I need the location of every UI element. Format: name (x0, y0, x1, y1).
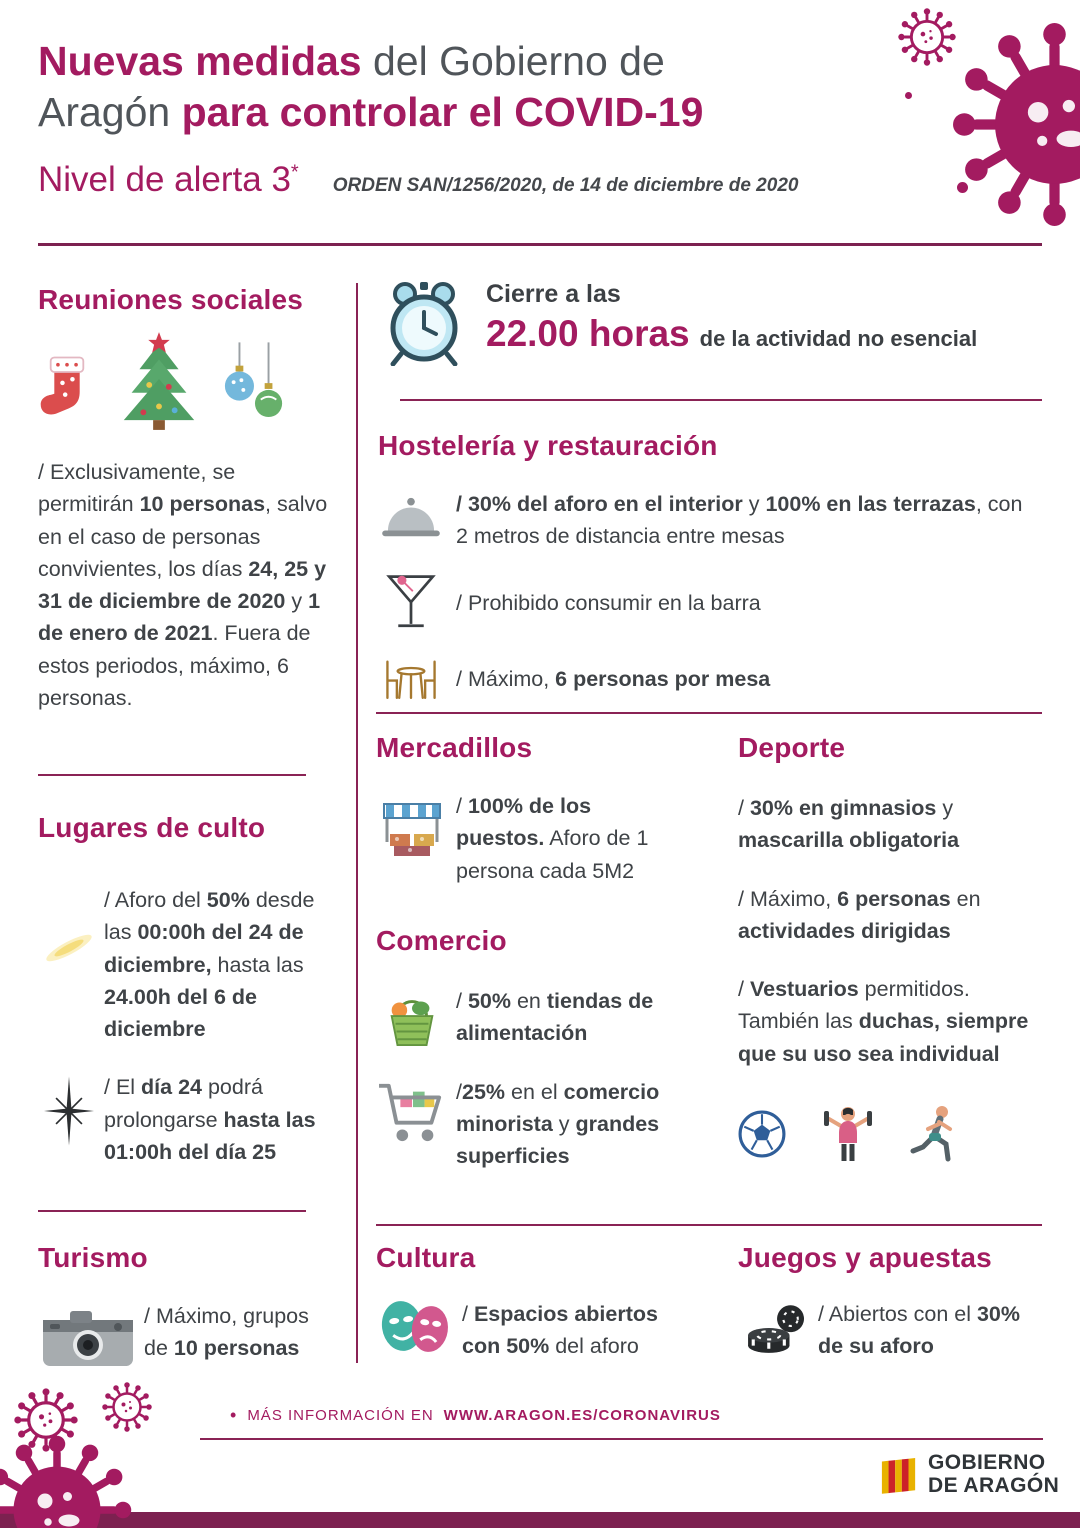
section-divider (400, 399, 1042, 401)
alert-level: Nivel de alerta 3* (38, 159, 299, 199)
closure-intro: Cierre a las (486, 280, 621, 308)
hosteleria-item-2: / Prohibido consumir en la barra (456, 590, 761, 615)
ornaments-icon (222, 342, 286, 432)
title-highlight-1: Nuevas medidas (38, 38, 362, 84)
hosteleria-item-3: / Máximo, 6 personas por mesa (456, 666, 771, 691)
section-cultura (376, 1242, 694, 1363)
footer-info (230, 1405, 721, 1426)
alarm-clock-icon (378, 280, 470, 366)
alert-asterisk: * (290, 161, 299, 183)
column-divider (356, 283, 358, 1363)
deporte-item-2: / Máximo, 6 personas en actividades dirigidas (738, 886, 981, 943)
deporte-item-1: / 30% en gimnasios y mascarilla obligatoria (738, 796, 960, 853)
comercio-item-2: /25% en el comercio minorista y grandes superficies (456, 1079, 660, 1168)
closure-banner (378, 280, 1042, 366)
culto-item-2: / El día 24 podrá prolongarse hasta las 01:00h del día 25 (104, 1075, 316, 1164)
gobierno-aragon-logo (880, 1452, 1059, 1497)
closure-detail: de la actividad no esencial (699, 326, 978, 351)
section-hosteleria (378, 430, 1040, 705)
logo-line-1: GOBIERNO (928, 1451, 1046, 1474)
christmas-stocking-icon (38, 350, 96, 432)
title-highlight-2: para controlar el COVID-19 (181, 88, 704, 135)
section-title: Reuniones sociales (38, 284, 304, 315)
weightlifter-icon (822, 1104, 874, 1164)
page-title (38, 36, 888, 138)
christmas-icons-row (38, 330, 334, 432)
alert-row (38, 160, 888, 200)
bullet: • (230, 1405, 238, 1425)
section-deporte (738, 732, 1041, 1164)
logo-text (928, 1452, 1059, 1497)
order-reference: ORDEN SAN/1256/2020, de 14 de diciembre de 2020 (332, 174, 799, 196)
hosteleria-item-1: / 30% del aforo en el interior y 100% en las terrazas, con 2 metros de distancia entre mesas (456, 492, 1023, 549)
section-title: Turismo (38, 1242, 148, 1273)
cultura-item: / Espacios abiertos con 50% del aforo (462, 1302, 658, 1359)
section-divider (376, 712, 1042, 714)
section-title: Juegos y apuestas (738, 1242, 992, 1273)
virus-outline-icon (102, 1382, 152, 1432)
comercio-item-1: / 50% en tiendas de alimentación (456, 989, 654, 1046)
market-stall-icon (376, 794, 448, 858)
shopping-cart-icon (376, 1080, 448, 1144)
section-mercadillos (376, 732, 694, 887)
section-lugares-de-culto (38, 812, 338, 1168)
logo-line-2: DE ARAGÓN (928, 1473, 1060, 1497)
soccer-ball-icon (738, 1110, 786, 1158)
section-juegos (738, 1242, 1041, 1363)
virus-icon (0, 1435, 132, 1528)
footer-divider (200, 1438, 1043, 1440)
section-title: Hostelería y restauración (378, 430, 718, 461)
section-title: Mercadillos (376, 732, 533, 763)
title-plain-1: del Gobierno de (361, 38, 665, 84)
info-prefix: MÁS INFORMACIÓN EN (247, 1407, 434, 1424)
star-sparkle-icon (38, 1075, 100, 1147)
mercadillos-item: / 100% de los puestos. Aforo de 1 persona cada 5M2 (456, 794, 649, 883)
sport-icons-row (738, 1104, 1041, 1164)
section-title: Lugares de culto (38, 812, 266, 843)
section-title: Cultura (376, 1242, 476, 1273)
aragon-flag-icon (880, 1453, 918, 1497)
section-reuniones-sociales (38, 284, 334, 714)
deporte-item-3: / Vestuarios permitidos. También las duchas, siempre que su uso sea individual (738, 977, 1029, 1066)
camera-icon (38, 1306, 138, 1368)
info-link[interactable]: WWW.ARAGON.ES/CORONAVIRUS (443, 1407, 721, 1424)
turismo-item: / Máximo, grupos de 10 personas (144, 1304, 309, 1361)
section-title: Comercio (376, 925, 507, 956)
grocery-basket-icon (376, 985, 448, 1049)
section-turismo (38, 1242, 343, 1368)
theater-masks-icon (376, 1298, 456, 1356)
decor-dot (905, 92, 912, 99)
virus-outline-icon (898, 8, 956, 66)
section-title: Deporte (738, 732, 846, 763)
closure-text (486, 280, 977, 355)
culto-item-1: / Aforo del 50% desde las 00:00h del 24 de diciembre, hasta las 24.00h del 6 de diciembre (104, 888, 315, 1041)
christmas-tree-icon (114, 330, 204, 432)
reuniones-body: / Exclusivamente, se permitirán 10 personas, salvo en el caso de personas convivientes, los días 24, 25 y 31 de diciembre de 2020 y 1 de enero de 2021. Fuera de estos periodos, máximo, 6 personas. (38, 460, 328, 710)
closure-time: 22.00 horas (486, 313, 690, 354)
section-divider (376, 1224, 1042, 1226)
runner-icon (910, 1104, 962, 1164)
section-divider (38, 774, 306, 776)
table-chairs-icon (378, 653, 444, 705)
candle-glow-icon (38, 918, 100, 978)
cocktail-icon (378, 573, 444, 633)
juegos-item: / Abiertos con el 30% de su aforo (818, 1302, 1020, 1359)
section-divider (38, 1210, 306, 1212)
decor-dot (957, 182, 968, 193)
bottom-bar (0, 1512, 1080, 1528)
header-rule (38, 243, 1042, 246)
virus-icon (952, 22, 1080, 227)
header (38, 36, 888, 200)
section-comercio (376, 925, 694, 1172)
title-plain-2: Aragón (38, 88, 182, 135)
serving-dish-icon (378, 494, 444, 542)
poker-chips-icon (738, 1298, 812, 1356)
